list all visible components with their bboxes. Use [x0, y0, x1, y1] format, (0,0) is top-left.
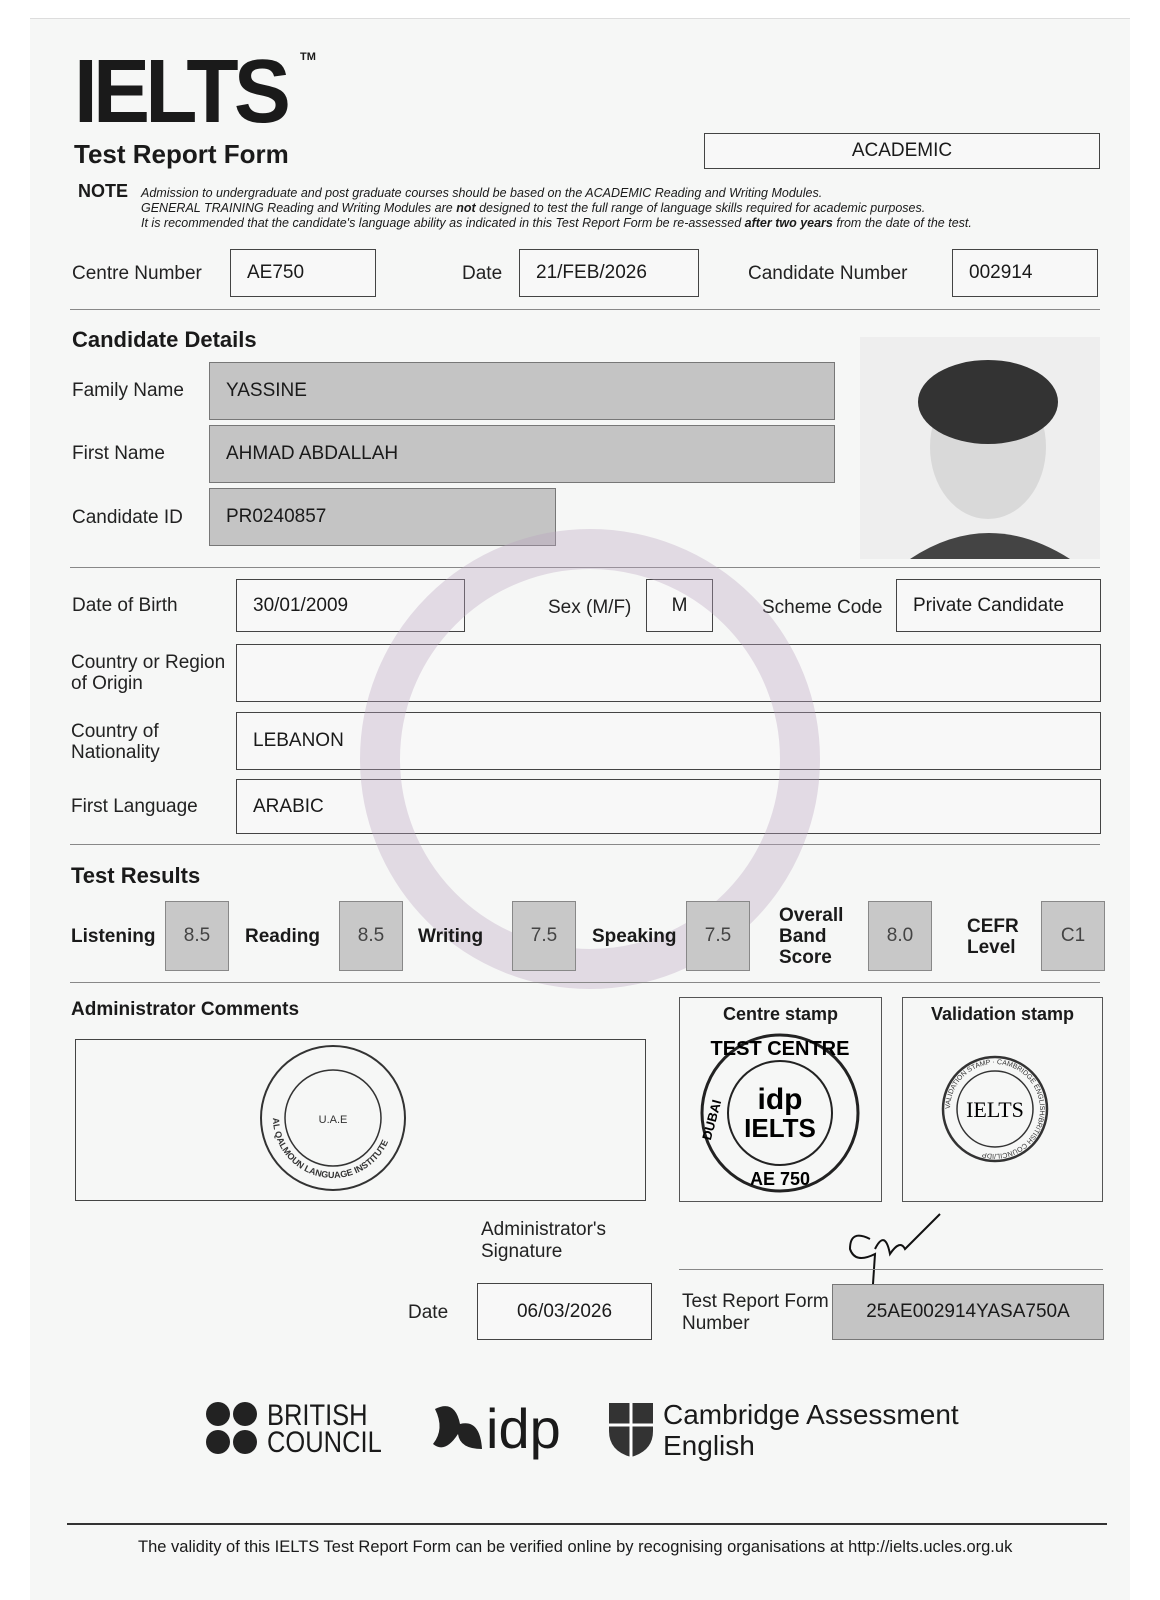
scheme-code-label: Scheme Code — [762, 597, 883, 618]
first-language: ARABIC — [236, 779, 1101, 834]
cambridge-logo: Cambridge Assessment English — [607, 1399, 959, 1461]
candidate-details-heading: Candidate Details — [72, 327, 257, 352]
listening-score: 8.5 — [165, 901, 229, 971]
family-name-label: Family Name — [72, 380, 184, 401]
centre-number: AE750 — [230, 249, 376, 297]
candidate-number: 002914 — [952, 249, 1098, 297]
trademark: TM — [300, 51, 316, 63]
svg-text:TEST CENTRE: TEST CENTRE — [710, 1038, 850, 1060]
admin-comments-heading: Administrator Comments — [71, 999, 300, 1020]
overall-label: Overall Band Score — [779, 905, 844, 968]
test-report-form — [30, 18, 1130, 1600]
candidate-id: PR0240857 — [209, 488, 556, 546]
note-label: NOTE — [78, 181, 129, 201]
listening-label: Listening — [71, 926, 156, 947]
admin-date-label: Date — [408, 1302, 449, 1323]
svg-text:AL QALMOUN LANGUAGE INSTITUTE: AL QALMOUN LANGUAGE INSTITUTE — [270, 1117, 391, 1181]
writing-label: Writing — [418, 926, 484, 947]
reading-label: Reading — [245, 926, 320, 947]
validation-stamp-box: Validation stamp VALIDATION STAMP · CAMBRIDGE ENGLISH/BRITISH COUNCIL/IDP IELTS — [902, 997, 1103, 1202]
centre-stamp-box: Centre stamp TEST CENTRE idp IELTS AE 750 DUBAI — [679, 997, 882, 1202]
sex-label: Sex (M/F) — [548, 597, 632, 618]
writing-score: 7.5 — [512, 901, 576, 971]
first-language-label: First Language — [71, 796, 198, 817]
first-name: AHMAD ABDALLAH — [209, 425, 835, 483]
trf-number-label: Test Report Form Number — [682, 1291, 829, 1334]
nationality: LEBANON — [236, 712, 1101, 770]
note-line-1: Admission to undergraduate and post graduate courses should be based on the ACADEMIC Reading and Writing Modules. — [141, 186, 823, 200]
svg-text:idp: idp — [757, 1083, 803, 1116]
svg-text:VALIDATION STAMP · CAMBRIDGE E: VALIDATION STAMP · CAMBRIDGE ENGLISH/BRITISH COUNCIL/IDP — [944, 1058, 1046, 1160]
validation-stamp — [903, 1025, 1103, 1175]
origin-label: Country or Region of Origin — [71, 652, 226, 694]
cefr-label: CEFR Level — [967, 916, 1019, 958]
date-label: Date — [462, 263, 503, 284]
svg-text:U.A.E: U.A.E — [318, 1114, 348, 1126]
first-name-label: First Name — [72, 443, 165, 464]
note-line-2: GENERAL TRAINING Reading and Writing Modules are not designed to test the full range of language skills required for academic purposes. — [141, 201, 926, 215]
svg-text:IELTS: IELTS — [744, 1113, 816, 1143]
candidate-photo — [860, 337, 1100, 559]
svg-text:IELTS: IELTS — [966, 1097, 1024, 1122]
note-line-3: It is recommended that the candidate's language ability as indicated in this Test Report Form be re-assessed after two years from the date of the test. — [141, 216, 972, 230]
idp-logo: idp — [430, 1399, 561, 1459]
svg-text:DUBAI: DUBAI — [699, 1098, 725, 1142]
speaking-label: Speaking — [592, 926, 677, 947]
candidate-id-label: Candidate ID — [72, 507, 183, 528]
form-title: Test Report Form — [74, 139, 289, 169]
admin-signature-label: Administrator's Signature — [481, 1219, 607, 1262]
institute-stamp — [258, 1043, 408, 1193]
centre-number-label: Centre Number — [72, 263, 202, 284]
ielts-logo: IELTS — [74, 42, 287, 142]
family-name: YASSINE — [209, 362, 835, 420]
reading-score: 8.5 — [339, 901, 403, 971]
overall-band-score: 8.0 — [868, 901, 932, 971]
admin-date: 06/03/2026 — [477, 1283, 652, 1340]
dob-label: Date of Birth — [72, 595, 178, 616]
module-box: ACADEMIC — [704, 133, 1100, 169]
scheme-code: Private Candidate — [896, 579, 1101, 632]
note — [78, 181, 1098, 231]
date-of-birth: 30/01/2009 — [236, 579, 465, 632]
cefr-level: C1 — [1041, 901, 1105, 971]
validity-note: The validity of this IELTS Test Report Form can be verified online by recognising organisations at http://ielts.ucles.org.uk — [138, 1538, 1013, 1556]
british-council-logo: BRITISH COUNCIL — [205, 1401, 402, 1457]
test-results-heading: Test Results — [71, 863, 201, 888]
candidate-number-label: Candidate Number — [748, 263, 908, 284]
nationality-label: Country of Nationality — [71, 721, 160, 763]
speaking-score: 7.5 — [686, 901, 750, 971]
trf-number: 25AE002914YASA750A — [832, 1284, 1104, 1340]
svg-text:AE 750: AE 750 — [749, 1169, 811, 1189]
sex: M — [646, 579, 713, 632]
test-date: 21/FEB/2026 — [519, 249, 699, 297]
centre-stamp — [680, 1025, 880, 1195]
